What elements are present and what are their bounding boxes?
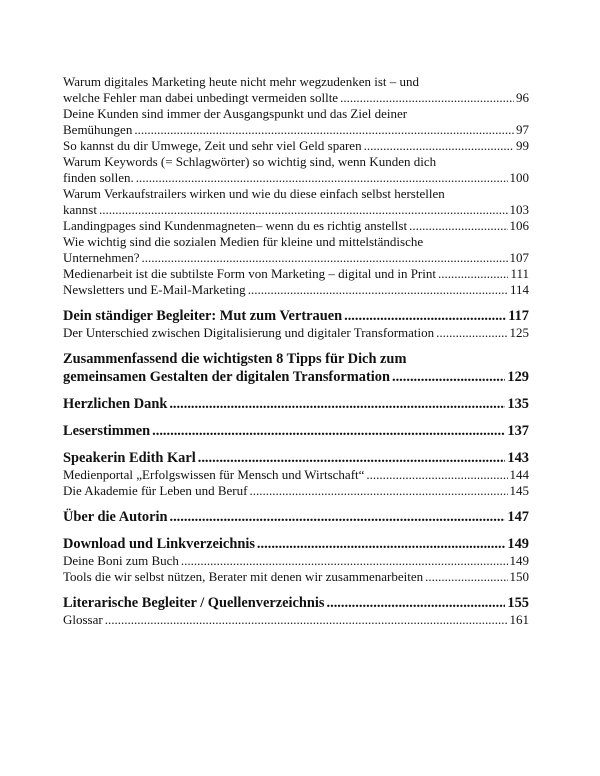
- toc-page-number: 96: [516, 90, 529, 105]
- toc-leader-dots: [136, 170, 508, 186]
- toc-leader-dots: [134, 122, 514, 138]
- toc-leader-dots: [344, 307, 506, 325]
- toc-chapter-title: Über die Autorin: [63, 509, 168, 525]
- toc-chapter-entry[interactable]: [63, 350, 529, 386]
- toc-leader-dots: [392, 368, 505, 386]
- toc-chapter-entry[interactable]: [63, 395, 529, 413]
- toc-entry-title: Medienarbeit ist die subtilste Form von Marketing – digital und in Print: [63, 266, 436, 281]
- toc-entry-title-lead: Wie wichtig sind die sozialen Medien für kleine und mittelständische: [63, 234, 424, 249]
- toc-entry[interactable]: [63, 553, 529, 569]
- toc-entry-title: So kannst du dir Umwege, Zeit und sehr viel Geld sparen: [63, 138, 362, 153]
- toc-page-number: 135: [507, 396, 529, 412]
- toc-entry[interactable]: [63, 74, 529, 106]
- table-of-contents: [63, 74, 529, 628]
- toc-entry-title: Der Unterschied zwischen Digitalisierung und digitaler Transformation: [63, 325, 435, 340]
- toc-entry[interactable]: [63, 325, 529, 341]
- toc-entry-title-lead: Deine Kunden sind immer der Ausgangspunkt und das Ziel deiner: [63, 106, 408, 121]
- toc-leader-dots: [152, 422, 505, 440]
- toc-leader-dots: [436, 325, 507, 341]
- toc-page-number: 107: [509, 250, 529, 265]
- toc-page-number: 161: [509, 612, 529, 627]
- toc-page-number: 150: [509, 569, 529, 584]
- toc-chapter-title: Herzlichen Dank: [63, 396, 168, 412]
- toc-page-number: 144: [509, 467, 529, 482]
- toc-entry-title: finden sollen.: [63, 170, 134, 185]
- toc-leader-dots: [409, 218, 507, 234]
- toc-page-number: 117: [508, 308, 529, 324]
- toc-entry[interactable]: [63, 569, 529, 585]
- toc-leader-dots: [257, 535, 505, 553]
- toc-entry-title-lead: Warum digitales Marketing heute nicht mehr wegzudenken ist – und: [63, 74, 419, 89]
- toc-leader-dots: [198, 449, 506, 467]
- toc-leader-dots: [169, 395, 505, 413]
- toc-entry[interactable]: [63, 266, 529, 282]
- toc-leader-dots: [327, 594, 506, 612]
- toc-leader-dots: [169, 508, 505, 526]
- toc-leader-dots: [248, 282, 508, 298]
- toc-entry-title: Deine Boni zum Buch: [63, 553, 179, 568]
- toc-entry-title-lead: Warum Keywords (= Schlagwörter) so wichtig sind, wenn Kunden dich: [63, 154, 437, 169]
- toc-chapter-entry[interactable]: [63, 508, 529, 526]
- toc-entry-title: welche Fehler man dabei unbedingt vermeiden sollte: [63, 90, 339, 105]
- toc-chapter-title: gemeinsamen Gestalten der digitalen Transformation: [63, 369, 390, 385]
- toc-entry[interactable]: [63, 483, 529, 499]
- toc-page-number: 106: [509, 218, 529, 233]
- toc-entry[interactable]: [63, 106, 529, 138]
- toc-chapter-entry[interactable]: [63, 449, 529, 467]
- toc-page-number: 149: [507, 536, 529, 552]
- toc-page-number: 97: [516, 122, 529, 137]
- toc-page-number: 103: [509, 202, 529, 217]
- toc-page-number: 125: [509, 325, 529, 340]
- toc-leader-dots: [340, 90, 514, 106]
- toc-entry[interactable]: [63, 138, 529, 154]
- toc-page-number: 129: [507, 369, 529, 385]
- toc-page-number: 145: [509, 483, 529, 498]
- toc-entry[interactable]: [63, 154, 529, 186]
- toc-page-number: 155: [507, 595, 529, 611]
- toc-leader-dots: [364, 138, 514, 154]
- toc-leader-dots: [99, 202, 508, 218]
- toc-chapter-title: Speakerin Edith Karl: [63, 450, 196, 466]
- toc-leader-dots: [366, 467, 507, 483]
- toc-entry-title: Unternehmen?: [63, 250, 140, 265]
- toc-entry-title: Tools die wir selbst nützen, Berater mit denen wir zusammenarbeiten: [63, 569, 424, 584]
- toc-page-number: 143: [507, 450, 529, 466]
- toc-entry-title: Landingpages sind Kundenmagneten– wenn du es richtig anstellst: [63, 218, 408, 233]
- toc-entry-title: Newsletters und E-Mail-Marketing: [63, 282, 246, 297]
- toc-leader-dots: [105, 612, 508, 628]
- toc-chapter-title: Leserstimmen: [63, 423, 151, 439]
- toc-leader-dots: [181, 553, 508, 569]
- toc-page-number: 114: [509, 282, 529, 297]
- toc-page-number: 111: [510, 266, 529, 281]
- toc-chapter-entry[interactable]: [63, 422, 529, 440]
- toc-chapter-title-lead: Zusammenfassend die wichtigsten 8 Tipps für Dich zum: [63, 351, 407, 367]
- toc-page-number: 149: [509, 553, 529, 568]
- toc-chapter-entry[interactable]: [63, 594, 529, 612]
- toc-entry-title: Bemühungen: [63, 122, 133, 137]
- toc-entry-title: Die Akademie für Leben und Beruf: [63, 483, 248, 498]
- toc-leader-dots: [142, 250, 508, 266]
- toc-chapter-entry[interactable]: [63, 307, 529, 325]
- toc-leader-dots: [425, 569, 507, 585]
- toc-entry[interactable]: [63, 467, 529, 483]
- toc-entry-title: Medienportal „Erfolgswissen für Mensch und Wirtschaft“: [63, 467, 365, 482]
- toc-entry[interactable]: [63, 234, 529, 266]
- toc-page-number: 99: [516, 138, 529, 153]
- toc-leader-dots: [438, 266, 508, 282]
- toc-entry[interactable]: [63, 282, 529, 298]
- toc-entry[interactable]: [63, 218, 529, 234]
- toc-page-number: 137: [507, 423, 529, 439]
- toc-chapter-title: Dein ständiger Begleiter: Mut zum Vertrauen: [63, 308, 343, 324]
- toc-entry-title-lead: Warum Verkaufstrailers wirken und wie du diese einfach selbst herstellen: [63, 186, 445, 201]
- toc-entry-title: Glossar: [63, 612, 103, 627]
- toc-chapter-title: Download und Linkverzeichnis: [63, 536, 255, 552]
- toc-chapter-title: Literarische Begleiter / Quellenverzeichnis: [63, 595, 325, 611]
- toc-entry-title: kannst: [63, 202, 97, 217]
- toc-page-number: 100: [509, 170, 529, 185]
- toc-leader-dots: [249, 483, 507, 499]
- toc-page-number: 147: [507, 509, 529, 525]
- toc-entry[interactable]: [63, 186, 529, 218]
- toc-entry[interactable]: [63, 612, 529, 628]
- toc-chapter-entry[interactable]: [63, 535, 529, 553]
